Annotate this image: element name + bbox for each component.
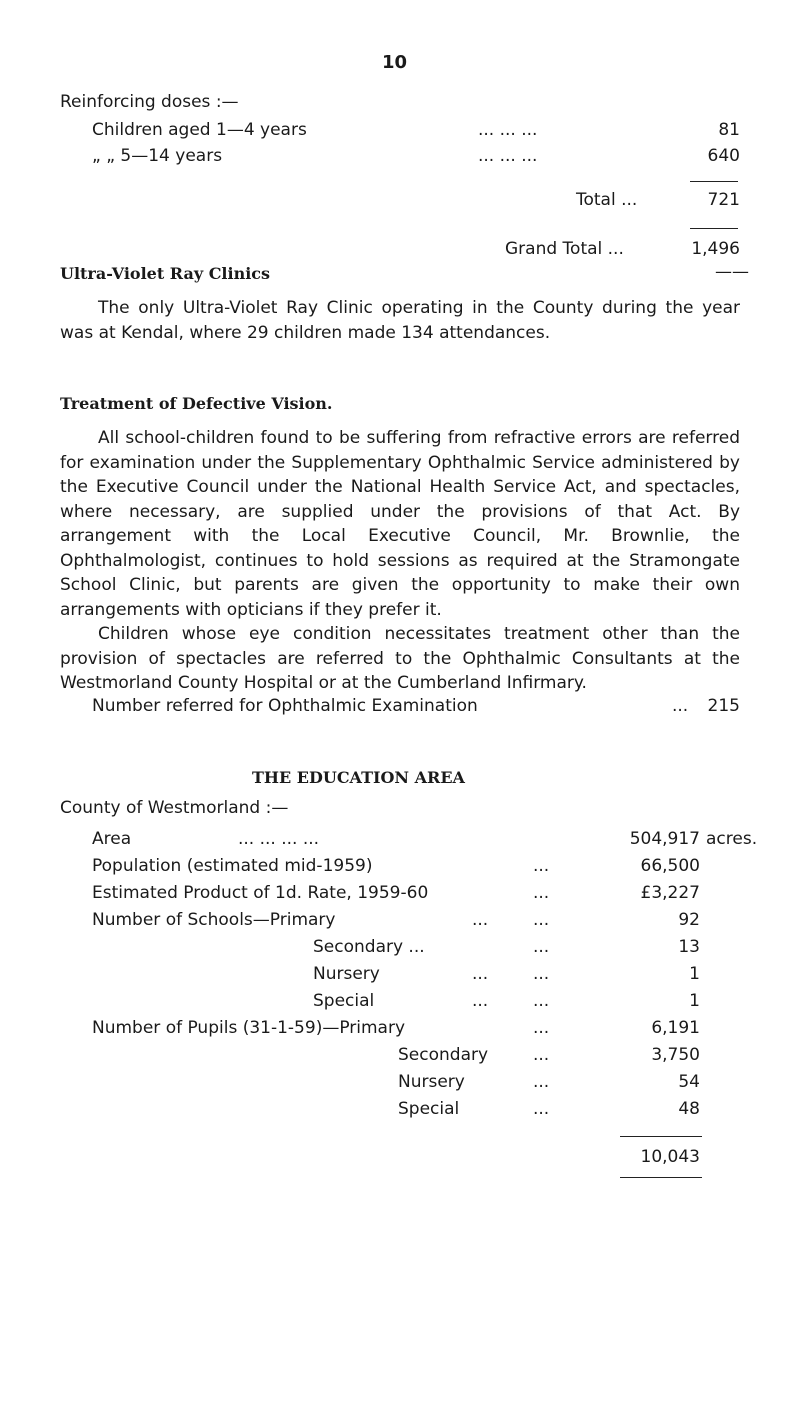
reinforcing-row-value: 640	[707, 146, 740, 166]
product-label: Estimated Product of 1d. Rate, 1959-60	[92, 883, 429, 903]
subtotal-rule	[690, 181, 738, 182]
schools-dots: ...	[533, 937, 550, 957]
grand-total-rule	[690, 228, 738, 229]
pupils-secondary-label: Secondary	[398, 1045, 489, 1065]
schools-dots: ...	[533, 964, 550, 984]
pupils-total-rule-top	[620, 1136, 702, 1137]
page-number: 10	[382, 52, 408, 73]
area-label: Area	[92, 829, 132, 849]
total-value: 721	[707, 190, 740, 210]
county-label: County of Westmorland :—	[60, 798, 289, 818]
schools-nursery-label: Nursery	[313, 964, 380, 984]
population-dots: ...	[533, 856, 550, 876]
uv-dash: ——	[715, 262, 749, 282]
vision-paragraph-2	[60, 622, 740, 696]
reinforcing-row-dots: ... ... ...	[478, 120, 538, 140]
area-unit: acres.	[706, 829, 758, 849]
reinforcing-row-label: „ „ 5—14 years	[92, 146, 223, 166]
pupils-total-rule-bottom	[620, 1177, 702, 1178]
referred-label: Number referred for Ophthalmic Examination	[92, 696, 478, 716]
pupils-value-nursery: 54	[678, 1072, 700, 1092]
vision-paragraph-2-text: Children whose eye condition necessitates treatment other than the provision of spectacles are referred to the Ophthalmic Consultants at the Westmorland County Hospital or at the Cumberland Infirmary.	[60, 624, 740, 693]
reinforcing-row-dots: ... ... ...	[478, 146, 538, 166]
uv-heading: Ultra-Violet Ray Clinics	[60, 264, 271, 283]
schools-special-label: Special	[313, 991, 375, 1011]
pupils-dots: ...	[533, 1072, 550, 1092]
schools-label: Number of Schools—Primary	[92, 910, 336, 930]
pupils-total-value: 10,043	[640, 1147, 700, 1167]
vision-paragraph-1-text: All school-children found to be suffering from refractive errors are referred for examination under the Supplementary Ophthalmic Service administered by the Executive Council under the National Health Service Act, and spectacles, where necessary, are supplied under the provisions of that Act. By arrangement with the Local Executive Council, Mr. Brownlie, the Ophthalmologist, continues to hold sessions as required at the Stramongate School Clinic, but parents are given the opportunity to make their own arrangements with opticians if they prefer it.	[60, 428, 740, 620]
referred-value: 215	[707, 696, 740, 716]
area-dots: ... ... ... ...	[238, 829, 320, 849]
population-value: 66,500	[640, 856, 700, 876]
schools-value-primary: 92	[678, 910, 700, 930]
pupils-label: Number of Pupils (31-1-59)—Primary	[92, 1018, 406, 1038]
vision-paragraph-1	[60, 426, 740, 622]
vision-heading: Treatment of Defective Vision.	[60, 394, 333, 413]
schools-dots: ...	[533, 991, 550, 1011]
reinforcing-row-value: 81	[718, 120, 740, 140]
area-value: 504,917	[629, 829, 700, 849]
schools-dots: ...	[533, 910, 550, 930]
total-label: Total ...	[576, 190, 638, 210]
uv-paragraph-text: The only Ultra-Violet Ray Clinic operating in the County during the year was at Kendal, where 29 children made 134 attendances.	[60, 298, 740, 343]
pupils-dots: ...	[533, 1099, 550, 1119]
referred-dots: ...	[672, 696, 689, 716]
education-heading: THE EDUCATION AREA	[252, 768, 465, 787]
grand-total-value: 1,496	[691, 239, 740, 259]
product-value: £3,227	[640, 883, 700, 903]
pupils-dots: ...	[533, 1045, 550, 1065]
uv-paragraph	[60, 296, 740, 345]
schools-value-secondary: 13	[678, 937, 700, 957]
reinforcing-row-label: Children aged 1—4 years	[92, 120, 307, 140]
pupils-value-secondary: 3,750	[651, 1045, 700, 1065]
population-label: Population (estimated mid-1959)	[92, 856, 373, 876]
schools-secondary-label: Secondary ...	[313, 937, 425, 957]
schools-dots: ...	[472, 910, 489, 930]
schools-value-nursery: 1	[689, 964, 700, 984]
pupils-special-label: Special	[398, 1099, 460, 1119]
pupils-value-special: 48	[678, 1099, 700, 1119]
schools-dots: ...	[472, 991, 489, 1011]
pupils-value-primary: 6,191	[651, 1018, 700, 1038]
schools-dots: ...	[472, 964, 489, 984]
product-dots: ...	[533, 883, 550, 903]
reinforcing-heading: Reinforcing doses :—	[60, 92, 239, 112]
schools-value-special: 1	[689, 991, 700, 1011]
pupils-dots: ...	[533, 1018, 550, 1038]
pupils-nursery-label: Nursery	[398, 1072, 465, 1092]
grand-total-label: Grand Total ...	[505, 239, 624, 259]
